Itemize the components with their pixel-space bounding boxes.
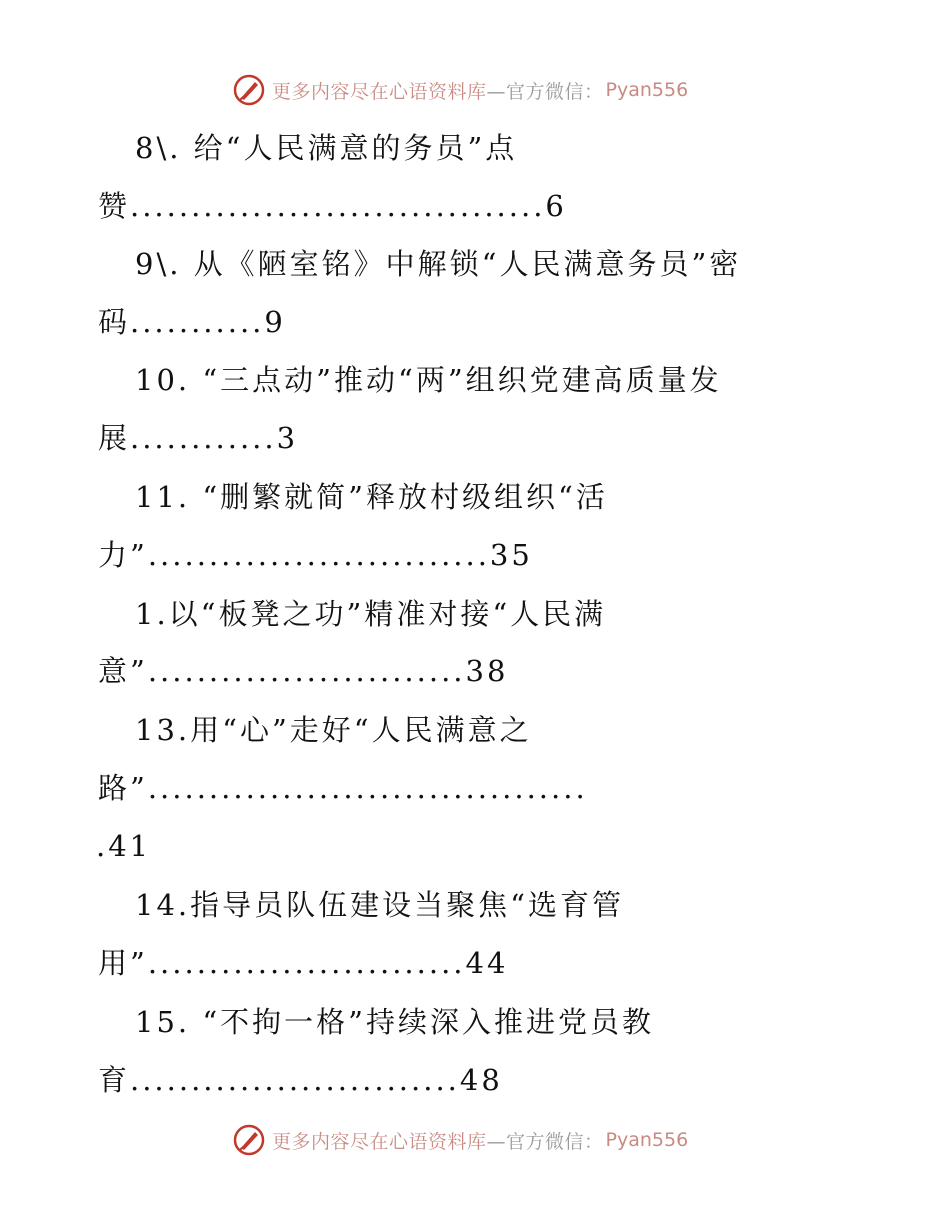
toc-entry-page-number[interactable]: .41 [96,829,152,863]
toc-entry-title[interactable]: 1.以“板凳之功”精准对接“人民满 [135,597,607,631]
watermark-account: Pyan556 [605,79,689,101]
toc-entry-continuation[interactable]: 展............3 [98,421,299,455]
watermark-text: 更多内容尽在心语资料库 [272,1130,487,1153]
toc-entry-continuation[interactable]: 赞..................................6 [98,189,567,223]
toc-entry-title[interactable]: 13.用“心”走好“人民满意之 [135,713,532,747]
toc-entry-continuation[interactable]: 路”.................................... [98,771,588,805]
toc-entry-title[interactable]: 9\. 从《陋室铭》中解锁“人民满意务员”密 [135,247,742,281]
toc-entry-title[interactable]: 10. “三点动”推动“两”组织党建高质量发 [135,363,722,397]
watermark-account: Pyan556 [605,1129,689,1151]
toc-entry-title[interactable]: 15. “不拘一格”持续深入推进党员教 [135,1005,654,1039]
watermark-official-label: —官方微信： [486,1130,604,1153]
toc-entry-continuation[interactable]: 育...........................48 [98,1063,503,1097]
toc-entry-title[interactable]: 14.指导员队伍建设当聚焦“选育管 [135,888,624,922]
watermark-header [232,70,688,110]
toc-entry-continuation[interactable]: 力”............................35 [98,538,533,572]
toc-entry-title[interactable]: 11. “删繁就简”释放村级组织“活 [135,480,608,514]
watermark-official-label: —官方微信： [486,80,604,103]
watermark-footer [232,1120,688,1160]
toc-entry-continuation[interactable]: 意”..........................38 [98,654,509,688]
toc-entry-continuation[interactable]: 用”..........................44 [98,946,509,980]
quill-pen-icon [232,1123,266,1157]
toc-entry-continuation[interactable]: 码...........9 [98,305,286,339]
watermark-text: 更多内容尽在心语资料库 [272,80,487,103]
toc-entry-title[interactable]: 8\. 给“人民满意的务员”点 [135,131,518,165]
quill-pen-icon [232,73,266,107]
